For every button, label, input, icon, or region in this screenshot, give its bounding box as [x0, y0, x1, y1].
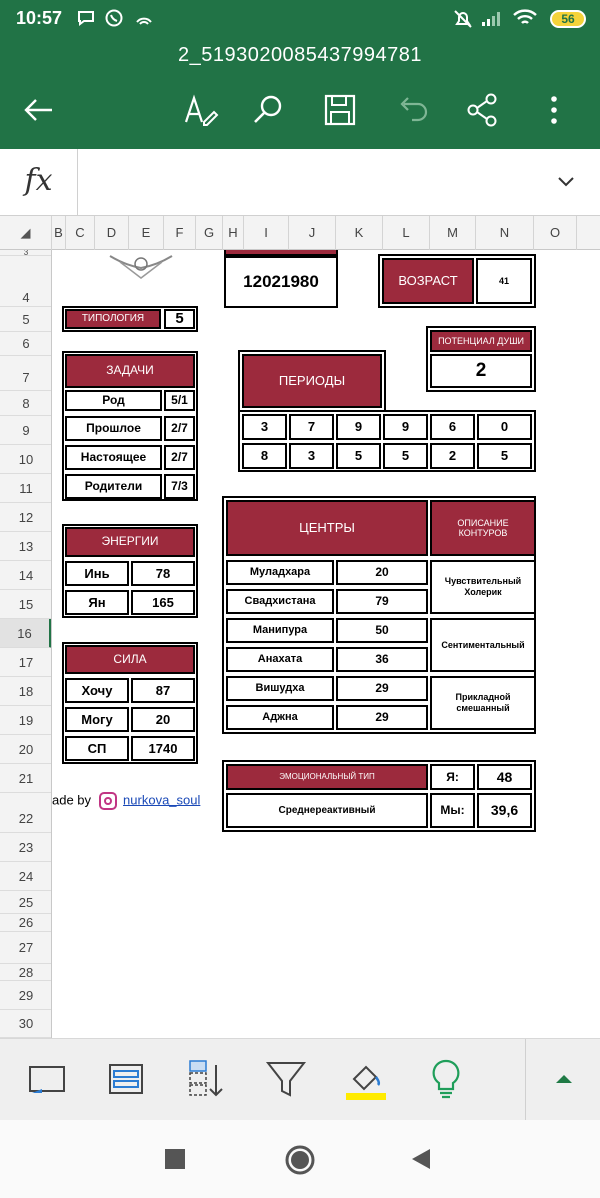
centers-label: ЦЕНТРЫ	[226, 500, 428, 556]
ya-label: Я:	[430, 764, 475, 790]
row-header[interactable]: 11	[0, 474, 52, 503]
energy-value-yang[interactable]: 165	[131, 590, 195, 615]
row-header[interactable]: 7	[0, 356, 52, 391]
column-header-c[interactable]: C	[66, 216, 95, 250]
contour-description[interactable]: Прикладной смешанный	[430, 676, 536, 730]
made-by-prefix: ade by	[52, 792, 92, 808]
strength-name-want[interactable]: Хочу	[65, 678, 129, 703]
column-header-d[interactable]: D	[95, 216, 129, 250]
draw-pen-icon[interactable]	[178, 88, 222, 132]
typology-label: ТИПОЛОГИЯ	[65, 309, 161, 329]
task-value-present[interactable]: 2/7	[164, 445, 195, 470]
period-value[interactable]: 5	[383, 443, 428, 469]
mute-bell-icon	[452, 8, 474, 35]
period-value[interactable]: 2	[430, 443, 475, 469]
column-header-m[interactable]: M	[430, 216, 476, 250]
app-bar	[0, 38, 600, 149]
row-headers	[0, 250, 52, 1038]
row-header[interactable]: 10	[0, 445, 52, 474]
row-header[interactable]: 19	[0, 706, 52, 735]
center-value[interactable]: 79	[336, 589, 428, 614]
back-triangle-icon[interactable]	[408, 1147, 432, 1176]
column-header-l[interactable]: L	[383, 216, 430, 250]
chevron-down-icon[interactable]	[554, 169, 578, 198]
period-value[interactable]: 9	[336, 414, 381, 440]
battery-indicator: 56	[550, 10, 586, 28]
whatsapp-icon	[104, 8, 124, 33]
strength-value-can[interactable]: 20	[131, 707, 195, 732]
back-arrow-icon[interactable]	[16, 88, 60, 132]
lightbulb-icon[interactable]	[424, 1057, 468, 1101]
tasks-label: ЗАДАЧИ	[65, 354, 195, 388]
made-by-credit	[52, 792, 200, 810]
column-header-g[interactable]: G	[196, 216, 223, 250]
filter-icon[interactable]	[264, 1057, 308, 1101]
search-icon[interactable]	[246, 88, 290, 132]
center-name[interactable]: Вишудха	[226, 676, 334, 701]
emotional-label: ЭМОЦИОНАЛЬНЫЙ ТИП	[226, 764, 428, 790]
fx-label[interactable]: fx	[0, 149, 78, 215]
share-icon[interactable]	[460, 88, 504, 132]
sort-icon[interactable]	[184, 1057, 228, 1101]
system-nav-bar	[0, 1120, 600, 1198]
signal-sync-icon	[134, 8, 154, 33]
period-value[interactable]: 8	[242, 443, 287, 469]
status-time: 10:57	[16, 8, 63, 28]
strength-name-sp[interactable]: СП	[65, 736, 129, 761]
ornament-logo-icon	[106, 250, 176, 280]
contour-description[interactable]: Чувствительный Холерик	[430, 560, 536, 614]
row-header[interactable]: 21	[0, 764, 52, 793]
strength-value-sp[interactable]: 1740	[131, 736, 195, 761]
period-value[interactable]: 9	[383, 414, 428, 440]
column-header-n[interactable]: N	[476, 216, 534, 250]
period-value[interactable]: 5	[336, 443, 381, 469]
center-name[interactable]: Анахата	[226, 647, 334, 672]
column-header-h[interactable]: H	[223, 216, 244, 250]
strength-name-can[interactable]: Могу	[65, 707, 129, 732]
row-header[interactable]: 28	[0, 964, 52, 981]
status-bar	[0, 0, 600, 38]
column-header-e[interactable]: E	[129, 216, 164, 250]
row-header[interactable]: 25	[0, 891, 52, 914]
recents-square-icon[interactable]	[164, 1148, 186, 1175]
row-header[interactable]: 5	[0, 307, 52, 332]
energies-label: ЭНЕРГИИ	[65, 527, 195, 557]
age-value[interactable]: 41	[476, 258, 532, 304]
row-header[interactable]: 4	[0, 256, 52, 307]
center-value[interactable]: 29	[336, 705, 428, 730]
row-header[interactable]: 13	[0, 532, 52, 561]
formula-bar[interactable]	[0, 149, 600, 216]
task-name-parents[interactable]: Родители	[65, 474, 162, 499]
soul-potential-value[interactable]: 2	[430, 354, 532, 388]
periods-label: ПЕРИОДЫ	[242, 354, 382, 408]
column-header-f[interactable]: F	[164, 216, 196, 250]
row-header[interactable]: 8	[0, 391, 52, 416]
task-value-past[interactable]: 2/7	[164, 416, 195, 441]
task-name-present[interactable]: Настоящее	[65, 445, 162, 470]
toolbar-divider	[525, 1039, 526, 1121]
contour-description[interactable]: Сентиментальный	[430, 618, 536, 672]
center-value[interactable]: 50	[336, 618, 428, 643]
row-header[interactable]: 6	[0, 332, 52, 356]
column-header-k[interactable]: K	[336, 216, 383, 250]
chat-bubble-icon	[76, 8, 96, 33]
fill-color-icon[interactable]	[344, 1057, 388, 1101]
row-header[interactable]: 17	[0, 648, 52, 677]
wifi-icon	[512, 8, 538, 33]
instagram-link[interactable]: nurkova_soul	[123, 792, 201, 808]
task-name-past[interactable]: Прошлое	[65, 416, 162, 441]
energy-name-yang[interactable]: Ян	[65, 590, 129, 615]
task-value-rod[interactable]: 5/1	[164, 390, 195, 411]
my-label: Мы:	[430, 793, 475, 828]
ya-value[interactable]: 48	[477, 764, 532, 790]
save-icon[interactable]	[318, 88, 362, 132]
row-header[interactable]: 14	[0, 561, 52, 590]
row-header-selected[interactable]: 16	[0, 619, 52, 648]
center-name[interactable]: Муладхара	[226, 560, 334, 585]
task-value-parents[interactable]: 7/3	[164, 474, 195, 499]
row-header[interactable]: 29	[0, 981, 52, 1010]
row-header[interactable]: 3	[0, 250, 52, 256]
period-value[interactable]: 6	[430, 414, 475, 440]
column-header-j[interactable]: J	[289, 216, 336, 250]
strength-value-want[interactable]: 87	[131, 678, 195, 703]
energy-name-yin[interactable]: Инь	[65, 561, 129, 586]
row-header[interactable]: 27	[0, 932, 52, 964]
more-options-icon[interactable]	[532, 88, 576, 132]
center-value[interactable]: 36	[336, 647, 428, 672]
center-name[interactable]: Аджна	[226, 705, 334, 730]
document-title: 2_5193020085437994781	[177, 44, 423, 66]
row-header[interactable]: 23	[0, 833, 52, 862]
emotional-value[interactable]: Среднереактивный	[226, 793, 428, 828]
typology-value[interactable]: 5	[164, 309, 195, 329]
strength-label: СИЛА	[65, 645, 195, 674]
age-label: ВОЗРАСТ	[382, 258, 474, 304]
row-header[interactable]: 20	[0, 735, 52, 764]
period-value[interactable]: 7	[289, 414, 334, 440]
center-name[interactable]: Манипура	[226, 618, 334, 643]
row-header[interactable]: 15	[0, 590, 52, 619]
row-header[interactable]: 12	[0, 503, 52, 532]
cell-style-icon[interactable]	[26, 1057, 70, 1101]
center-value[interactable]: 20	[336, 560, 428, 585]
column-header-o[interactable]: O	[534, 216, 577, 250]
row-header[interactable]: 26	[0, 914, 52, 932]
period-value[interactable]: 3	[242, 414, 287, 440]
period-value[interactable]: 0	[477, 414, 532, 440]
task-name-rod[interactable]: Род	[65, 390, 162, 411]
energy-value-yin[interactable]: 78	[131, 561, 195, 586]
row-header[interactable]: 22	[0, 793, 52, 833]
birthdate-value[interactable]: 12021980	[224, 256, 338, 308]
row-header[interactable]: 18	[0, 677, 52, 706]
select-all-corner[interactable]: ◢	[0, 216, 52, 250]
row-header[interactable]: 9	[0, 416, 52, 445]
table-format-icon[interactable]	[104, 1057, 148, 1101]
expand-up-icon[interactable]	[542, 1057, 586, 1101]
center-value[interactable]: 29	[336, 676, 428, 701]
column-headers	[0, 216, 600, 250]
cell-signal-icon	[480, 8, 504, 33]
contours-label: ОПИСАНИЕ КОНТУРОВ	[430, 500, 536, 556]
row-header[interactable]: 30	[0, 1010, 52, 1038]
column-header-b[interactable]: B	[52, 216, 66, 250]
row-header[interactable]: 24	[0, 862, 52, 891]
period-value[interactable]: 3	[289, 443, 334, 469]
center-name[interactable]: Свадхистана	[226, 589, 334, 614]
home-circle-icon[interactable]	[284, 1144, 316, 1181]
period-value[interactable]: 5	[477, 443, 532, 469]
sheet-grid[interactable]	[52, 250, 600, 1038]
instagram-icon	[99, 792, 117, 810]
my-value[interactable]: 39,6	[477, 793, 532, 828]
soul-potential-label: ПОТЕНЦИАЛ ДУШИ	[430, 330, 532, 352]
bottom-toolbar	[0, 1038, 600, 1120]
column-header-i[interactable]: I	[244, 216, 289, 250]
undo-icon[interactable]	[390, 88, 434, 132]
